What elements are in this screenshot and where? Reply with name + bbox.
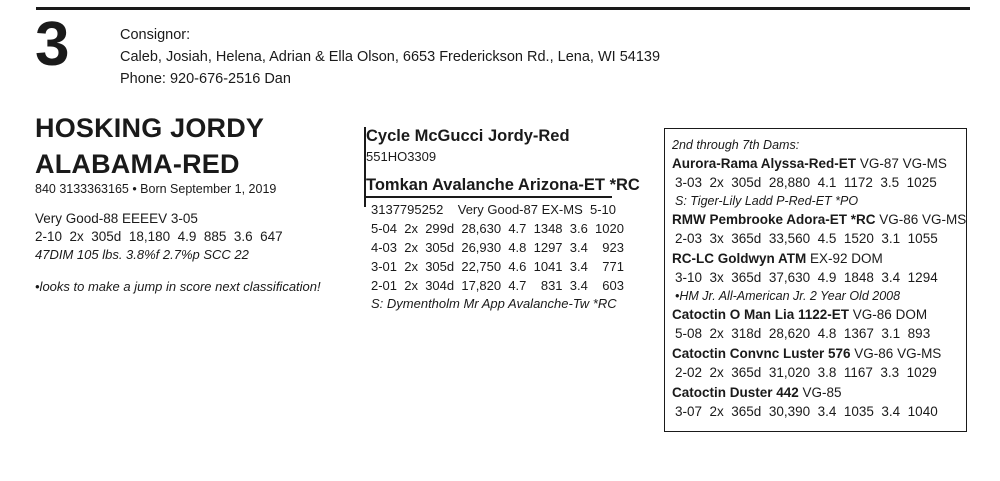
dam-line: 3137795252 Very Good-87 EX-MS 5-10 bbox=[371, 202, 616, 217]
dam-entry-name: Catoctin Duster 442 VG-85 bbox=[672, 385, 842, 400]
dams-box bbox=[664, 128, 967, 432]
top-rule bbox=[36, 7, 970, 10]
dam-entry-name: RC-LC Goldwyn ATM EX-92 DOM bbox=[672, 251, 883, 266]
animal-name-line2: ALABAMA-RED bbox=[35, 149, 240, 179]
animal-extra: 47DIM 105 lbs. 3.8%f 2.7%p SCC 22 bbox=[35, 247, 249, 262]
dam-entry-name: RMW Pembrooke Adora-ET *RC VG-86 VG-MS bbox=[672, 212, 967, 227]
dam-entry-record: 3-10 3x 365d 37,630 4.9 1848 3.4 1294 bbox=[675, 270, 938, 285]
dam-entry-record: 2-03 3x 365d 33,560 4.5 1520 3.1 1055 bbox=[675, 231, 938, 246]
animal-note: •looks to make a jump in score next classification! bbox=[35, 279, 321, 294]
animal-score: Very Good-88 EEEEV 3-05 bbox=[35, 211, 198, 226]
dam-entry-name: Catoctin O Man Lia 1122-ET VG-86 DOM bbox=[672, 307, 928, 322]
dam-name: Tomkan Avalanche Arizona-ET *RC bbox=[366, 176, 640, 194]
dam-entry-note: S: Tiger-Lily Ladd P-Red-ET *PO bbox=[675, 194, 859, 208]
dam-entry-name: Aurora-Rama Alyssa-Red-ET VG-87 VG-MS bbox=[672, 156, 947, 171]
dam-entry-record: 5-08 2x 318d 28,620 4.8 1367 3.1 893 bbox=[675, 326, 931, 341]
dam-entry-record: 3-03 2x 305d 28,880 4.1 1172 3.5 1025 bbox=[675, 175, 937, 190]
sire-name: Cycle McGucci Jordy-Red bbox=[366, 127, 570, 145]
dam-entry-note: •HM Jr. All-American Jr. 2 Year Old 2008 bbox=[675, 289, 901, 303]
dam-block bbox=[366, 176, 640, 313]
consignor-phone: Phone: 920-676-2516 Dan bbox=[120, 71, 291, 87]
dam-line: 2-01 2x 304d 17,820 4.7 831 3.4 603 bbox=[371, 278, 624, 293]
dam-entry-record: 2-02 2x 365d 31,020 3.8 1167 3.3 1029 bbox=[675, 365, 937, 380]
consignor-label: Consignor: bbox=[120, 27, 191, 43]
consignor-block bbox=[120, 24, 660, 90]
consignor-names-address: Caleb, Josiah, Helena, Adrian & Ella Olson, 6653 Frederickson Rd., Lena, WI 54139 bbox=[120, 49, 661, 65]
dam-line: 4-03 2x 305d 26,930 4.8 1297 3.4 923 bbox=[371, 240, 624, 255]
animal-block bbox=[35, 110, 321, 294]
dam-rule bbox=[366, 196, 612, 198]
dam-sire-line: S: Dymentholm Mr App Avalanche-Tw *RC bbox=[371, 296, 617, 311]
sire-id: 551HO3309 bbox=[366, 149, 437, 164]
animal-id-born: 840 3133363165 • Born September 1, 2019 bbox=[35, 182, 277, 196]
lot-number: 3 bbox=[35, 10, 69, 79]
animal-name-line1: HOSKING JORDY bbox=[35, 113, 265, 143]
dam-line: 5-04 2x 299d 28,630 4.7 1348 3.6 1020 bbox=[371, 221, 624, 236]
dams-box-title: 2nd through 7th Dams: bbox=[672, 138, 800, 152]
pedigree-block bbox=[366, 127, 640, 313]
dam-entry-name: Catoctin Convnc Luster 576 VG-86 VG-MS bbox=[672, 346, 942, 361]
dam-entry-record: 3-07 2x 365d 30,390 3.4 1035 3.4 1040 bbox=[675, 404, 938, 419]
animal-record: 2-10 2x 305d 18,180 4.9 885 3.6 647 bbox=[35, 229, 283, 244]
dam-line: 3-01 2x 305d 22,750 4.6 1041 3.4 771 bbox=[371, 259, 624, 274]
